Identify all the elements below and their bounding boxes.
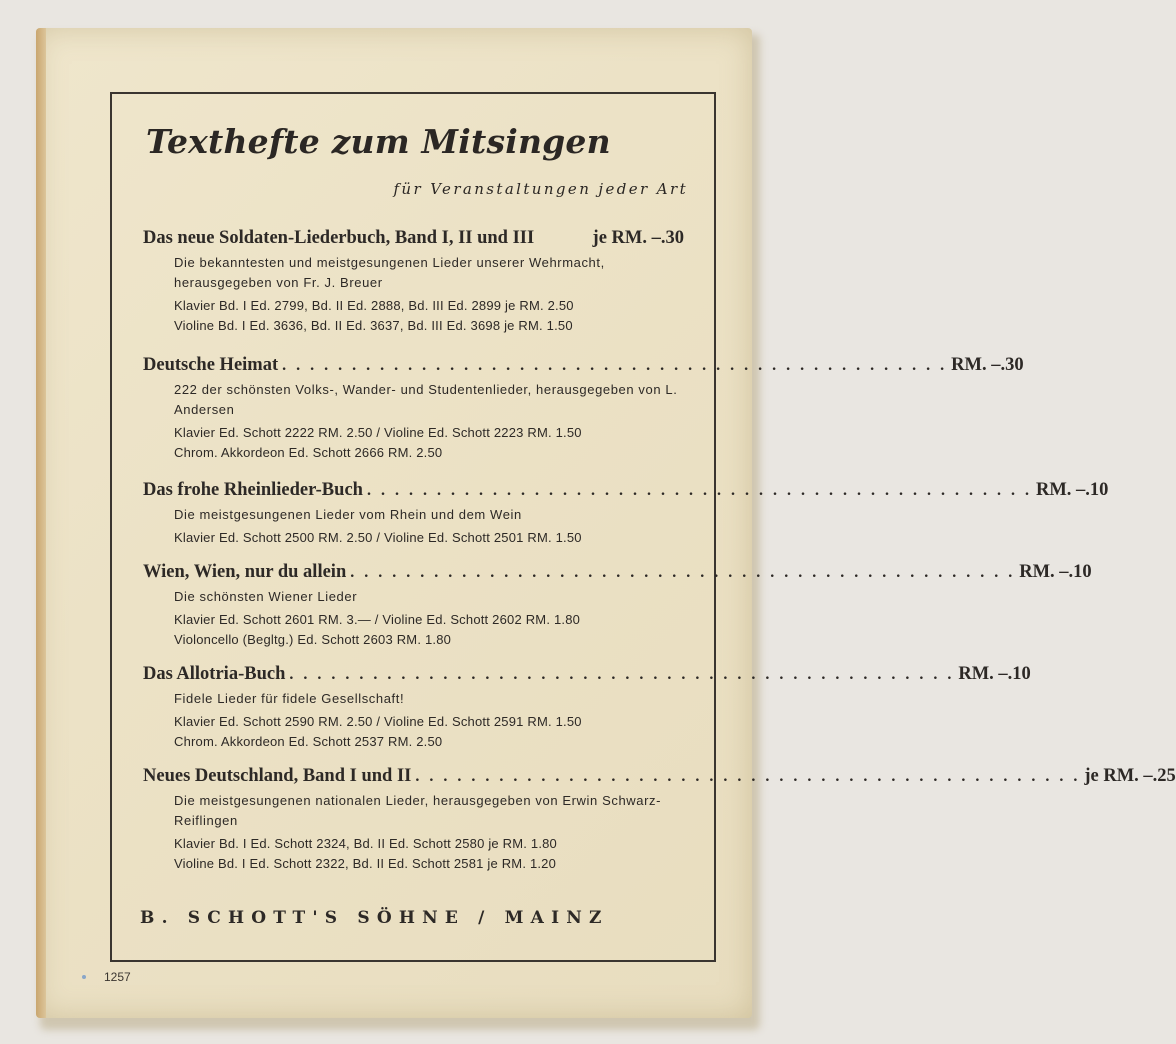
catalog-entry	[143, 480, 1109, 548]
entry-price: RM. –.10	[1035, 480, 1109, 500]
publisher-imprint: B. SCHOTT'S SÖHNE / MAINZ	[140, 908, 609, 928]
entry-description: Die meistgesungenen Lieder vom Rhein und dem Wein	[174, 507, 522, 522]
entry-price: RM. –.30	[951, 355, 1024, 375]
leader-dots: . . . . . . . . . . . . . . . . . . . . . . . . . . . . . . . . . . . . . . . . . . . . . . . .	[282, 357, 948, 374]
entry-heading-row	[143, 355, 1024, 376]
booklet-spine	[36, 28, 46, 1018]
entry-edition: Klavier Ed. Schott 2590 RM. 2.50 / Violine Ed. Schott 2591 RM. 1.50	[174, 714, 582, 729]
entry-edition: Violine Bd. I Ed. 3636, Bd. II Ed. 3637, Bd. III Ed. 3698 je RM. 1.50	[174, 318, 573, 333]
leader-dots: . . . . . . . . . . . . . . . . . . . . . . . . . . . . . . . . . . . . . . . . . . . . . . . .	[415, 768, 1081, 785]
entry-edition: Klavier Bd. I Ed. 2799, Bd. II Ed. 2888, Bd. III Ed. 2899 je RM. 2.50	[174, 298, 574, 313]
leader-dots: . . . . . . . . . . . . . . . . . . . . . . . . . . . . . . . . . . . . . . . . . . . . . . . .	[366, 482, 1032, 499]
entry-edition: Klavier Ed. Schott 2500 RM. 2.50 / Violine Ed. Schott 2501 RM. 1.50	[174, 530, 582, 545]
page-title: Texthefte zum Mitsingen	[146, 122, 611, 161]
entry-edition: Chrom. Akkordeon Ed. Schott 2537 RM. 2.50	[174, 734, 443, 749]
entry-price: RM. –.10	[1019, 562, 1092, 582]
entry-title: Das neue Soldaten-Liederbuch, Band I, II und III	[143, 228, 535, 248]
ink-dot	[82, 975, 86, 979]
entry-title: Das Allotria-Buch	[143, 664, 286, 684]
page-subtitle: für Veranstaltungen jeder Art	[393, 180, 688, 198]
entry-description: Die schönsten Wiener Lieder	[174, 589, 358, 604]
entry-edition: Violine Bd. I Ed. Schott 2322, Bd. II Ed. Schott 2581 je RM. 1.20	[174, 856, 557, 871]
leader-dots: . . . . . . . . . . . . . . . . . . . . . . . . . . . . . . . . . . . . . . . . . . . . . . . .	[289, 666, 955, 683]
entry-price: je RM. –.25	[1084, 766, 1176, 786]
entry-heading-row	[143, 664, 1031, 685]
entry-price: RM. –.10	[958, 664, 1031, 684]
catalog-entry	[143, 355, 1024, 463]
entry-edition: Klavier Bd. I Ed. Schott 2324, Bd. II Ed. Schott 2580 je RM. 1.80	[174, 836, 557, 851]
entry-description: 222 der schönsten Volks-, Wander- und Studentenlieder, herausgegeben von L. Andersen	[174, 382, 678, 417]
entry-edition: Violoncello (Begltg.) Ed. Schott 2603 RM. 1.80	[174, 632, 452, 647]
entry-title: Das frohe Rheinlieder-Buch	[143, 480, 363, 500]
leader-dots: . . . . . . . . . . . . . . . . . . . . . . . . . . . . . . . . . . . . . . . . . . . . . . . .	[350, 564, 1016, 581]
entry-heading-row	[143, 562, 1092, 583]
entry-edition: Klavier Ed. Schott 2222 RM. 2.50 / Violine Ed. Schott 2223 RM. 1.50	[174, 425, 582, 440]
entry-description: Die meistgesungenen nationalen Lieder, herausgegeben von Erwin Schwarz-Reiflingen	[174, 793, 662, 828]
entry-heading-row	[143, 480, 1109, 501]
entry-edition: Chrom. Akkordeon Ed. Schott 2666 RM. 2.50	[174, 445, 443, 460]
catalog-entry	[143, 562, 1092, 650]
entry-price: je RM. –.30	[592, 228, 684, 248]
entry-description: Die bekanntesten und meistgesungenen Lieder unserer Wehrmacht, herausgegeben von Fr. J. Breuer	[174, 255, 605, 290]
entry-title: Neues Deutschland, Band I und II	[143, 766, 412, 786]
entry-heading-row	[143, 228, 684, 249]
catalog-entry	[143, 228, 684, 336]
entry-edition: Klavier Ed. Schott 2601 RM. 3.— / Violine Ed. Schott 2602 RM. 1.80	[174, 612, 581, 627]
catalog-entry	[143, 766, 1176, 874]
catalog-entry	[143, 664, 1031, 752]
entry-title: Wien, Wien, nur du allein	[143, 562, 347, 582]
catalog-number: 1257	[104, 970, 131, 984]
entry-title: Deutsche Heimat	[143, 355, 279, 375]
entry-description: Fidele Lieder für fidele Gesellschaft!	[174, 691, 405, 706]
entry-heading-row	[143, 766, 1176, 787]
